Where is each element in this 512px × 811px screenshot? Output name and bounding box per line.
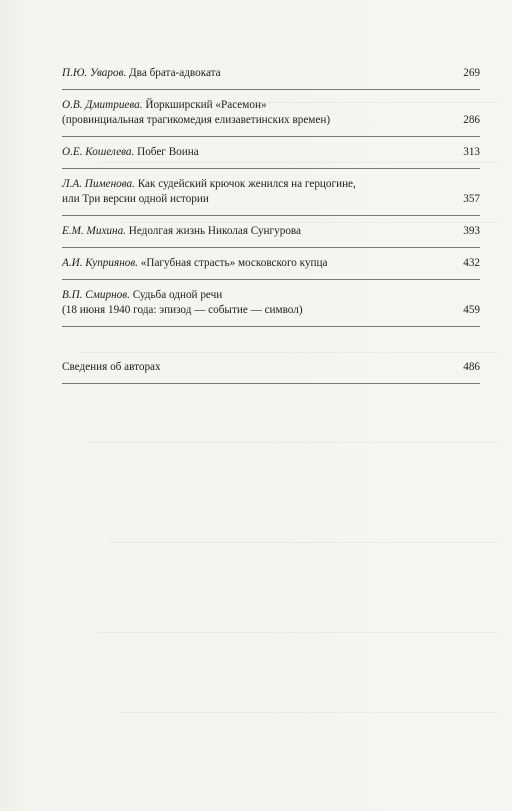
- entry-author: Е.М. Михина.: [62, 225, 126, 237]
- entry-author: О.Е. Кошелева.: [62, 146, 135, 158]
- entry-page-number: 486: [463, 361, 480, 373]
- toc-entry[interactable]: [62, 224, 480, 248]
- entry-author: Л.А. Пименова.: [62, 178, 135, 190]
- entry-title: Как судейский крючок женился на герцогине,: [134, 178, 356, 190]
- entry-text: [62, 177, 480, 207]
- entry-text: [62, 66, 480, 81]
- entry-page-number: 269: [463, 67, 480, 79]
- entry-title: Сведения об авторах: [62, 361, 161, 373]
- entry-title-continued: или Три версии одной истории: [62, 193, 209, 205]
- entry-title: Недолгая жизнь Николая Сунгурова: [125, 225, 302, 237]
- entry-text: [62, 360, 480, 375]
- toc-entry[interactable]: [62, 177, 480, 216]
- entry-author: В.П. Смирнов.: [62, 289, 130, 301]
- entry-title: Йоркширский «Расемон»: [142, 99, 267, 111]
- entry-title: Судьба одной речи: [129, 289, 223, 301]
- toc-entry[interactable]: [62, 66, 480, 90]
- entry-author: П.Ю. Уваров.: [62, 67, 127, 79]
- toc-entry[interactable]: [62, 98, 480, 137]
- entry-page-number: 393: [463, 225, 480, 237]
- entry-title: «Пагубная страсть» московского купца: [138, 257, 328, 269]
- entry-page-number: 286: [463, 114, 480, 126]
- toc-entry[interactable]: [62, 256, 480, 280]
- entry-page-number: 313: [463, 146, 480, 158]
- table-of-contents: [62, 66, 480, 392]
- entry-text: [62, 145, 480, 160]
- toc-entry-authors[interactable]: [62, 360, 480, 384]
- toc-entry[interactable]: [62, 145, 480, 169]
- section-gap: [62, 335, 480, 360]
- entry-page-number: 459: [463, 304, 480, 316]
- entry-title-continued: (18 июня 1940 года: эпизод — событие — символ): [62, 304, 303, 316]
- entry-page-number: 357: [463, 193, 480, 205]
- entry-page-number: 432: [463, 257, 480, 269]
- entry-title: Побег Воина: [134, 146, 199, 158]
- entry-text: [62, 288, 480, 318]
- toc-entry[interactable]: [62, 288, 480, 327]
- entry-text: [62, 256, 480, 271]
- entry-author: А.И. Куприянов.: [62, 257, 138, 269]
- entry-author: О.В. Дмитриева.: [62, 99, 143, 111]
- entry-title: Два брата-адвоката: [126, 67, 221, 79]
- entry-title-continued: (провинциальная трагикомедия елизаветинских времен): [62, 114, 331, 126]
- entry-text: [62, 98, 480, 128]
- entry-text: [62, 224, 480, 239]
